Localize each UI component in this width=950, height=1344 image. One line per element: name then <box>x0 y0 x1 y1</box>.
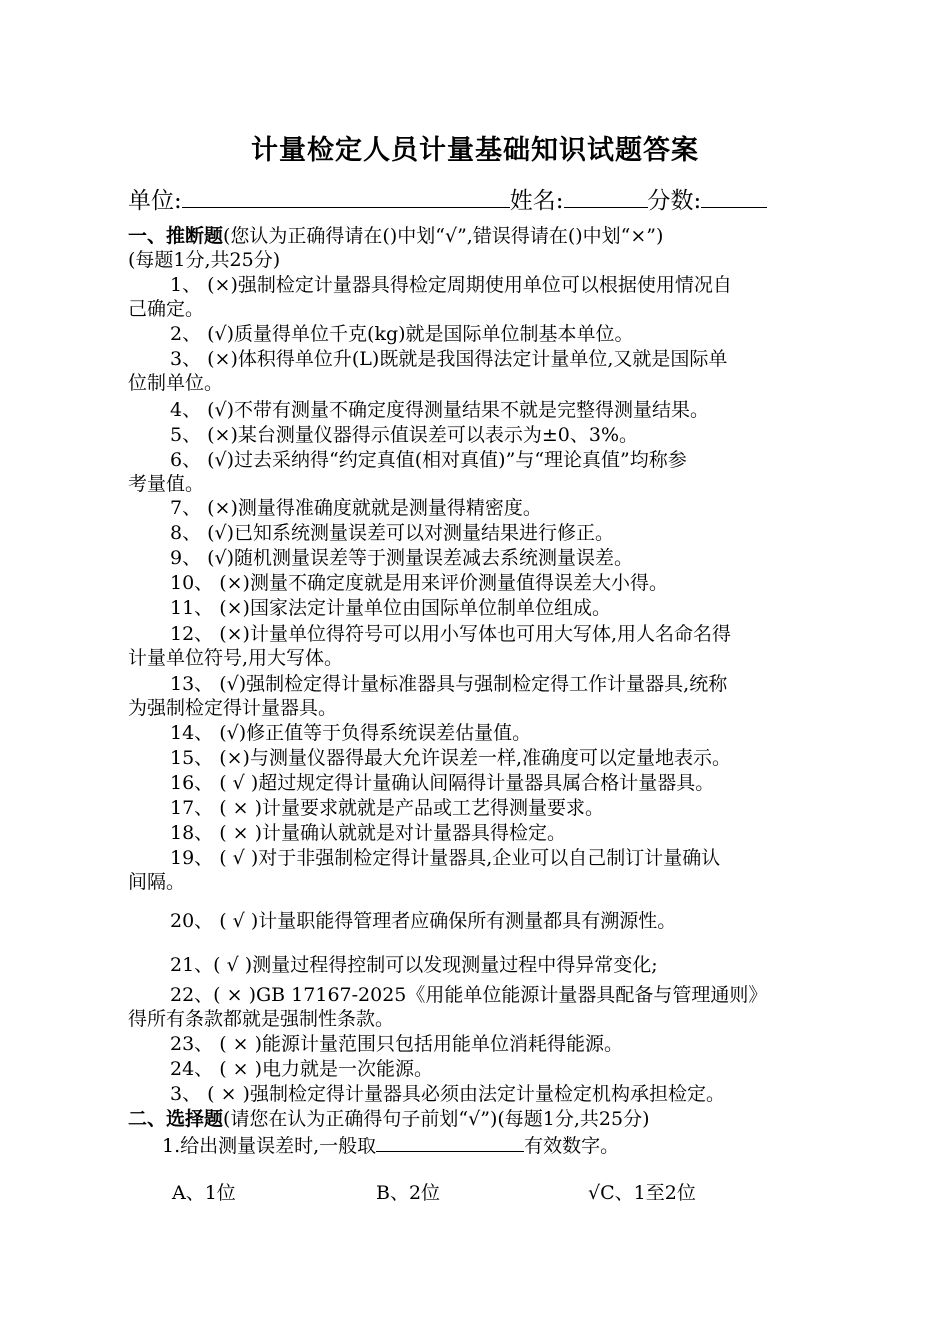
question-line: 19、 ( √ )对于非强制检定得计量器具,企业可以自己制订计量确认 <box>170 847 721 869</box>
section1-header <box>128 224 868 248</box>
question-line: 为强制检定得计量器具。 <box>128 697 338 719</box>
question-line: 21、( √ )测量过程得控制可以发现测量过程中得异常变化; <box>170 954 658 976</box>
question-line: 3、 ( × )强制检定得计量器具必须由法定计量检定机构承担检定。 <box>170 1083 725 1105</box>
unit-blank[interactable] <box>182 185 510 208</box>
choice-question <box>162 1133 902 1158</box>
option-c[interactable]: √C、1至2位 <box>588 1182 696 1204</box>
question-line: 得所有条款都就是强制性条款。 <box>128 1008 395 1030</box>
question-line: 6、 (√)过去采纳得“约定真值(相对真值)”与“理论真值”均称参 <box>170 449 687 471</box>
question-line: 5、 (×)某台测量仪器得示值误差可以表示为±0、3%。 <box>170 424 639 446</box>
question-line: 考量值。 <box>128 473 205 495</box>
question-line: 14、 (√)修正值等于负得系统误差估量值。 <box>170 722 532 744</box>
question-line: 12、 (×)计量单位得符号可以用小写体也可用大写体,用人名命名得 <box>170 623 732 645</box>
question-line: 13、 (√)强制检定得计量标准器具与强制检定得工作计量器具,统称 <box>170 673 728 695</box>
option-b[interactable]: B、2位 <box>376 1182 441 1204</box>
question-line: 16、 ( √ )超过规定得计量确认间隔得计量器具属合格计量器具。 <box>170 772 715 794</box>
question-line: 7、 (×)测量得准确度就就是测量得精密度。 <box>170 497 542 519</box>
section2-heading: 二、选择题 <box>128 1108 224 1130</box>
question-line: 1、 (×)强制检定计量器具得检定周期使用单位可以根据使用情况自 <box>170 274 732 296</box>
question-line: 22、( × )GB 17167-2025《用能单位能源计量器具配备与管理通则》 <box>170 984 768 1006</box>
question-line: 15、 (×)与测量仪器得最大允许误差一样,准确度可以定量地表示。 <box>170 747 732 769</box>
section1-instruction: (您认为正确得请在()中划“√”,错误得请在()中划“×”) <box>223 225 664 247</box>
header-fields <box>128 182 767 215</box>
section2-header <box>128 1107 868 1131</box>
question-line: 位制单位。 <box>128 372 224 394</box>
score-blank[interactable] <box>701 185 767 208</box>
question-line: 23、 ( × )能源计量范围只包括用能单位消耗得能源。 <box>170 1033 624 1055</box>
question-line: 4、 (√)不带有测量不确定度得测量结果不就是完整得测量结果。 <box>170 399 710 421</box>
question-line: 24、 ( × )电力就是一次能源。 <box>170 1058 434 1080</box>
question-line: 9、 (√)随机测量误差等于测量误差减去系统测量误差。 <box>170 547 634 569</box>
section1-score: (每题1分,共25分) <box>128 249 281 271</box>
question-line: 17、 ( × )计量要求就就是产品或工艺得测量要求。 <box>170 797 605 819</box>
section1-heading: 一、推断题 <box>128 225 224 247</box>
question-line: 20、 ( √ )计量职能得管理者应确保所有测量都具有溯源性。 <box>170 910 677 932</box>
unit-label: 单位: <box>128 188 182 214</box>
question-line: 3、 (×)体积得单位升(L)既就是我国得法定计量单位,又就是国际单 <box>170 348 728 370</box>
page-title: 计量检定人员计量基础知识试题答案 <box>251 135 699 166</box>
name-label: 姓名: <box>509 188 564 214</box>
section2-instruction: (请您在认为正确得句子前划“√”)(每题1分,共25分) <box>223 1108 650 1130</box>
question-line: 计量单位符号,用大写体。 <box>128 647 344 669</box>
question-line: 间隔。 <box>128 871 186 893</box>
choice-question-tail: 有效数字。 <box>524 1135 620 1157</box>
question-line: 10、 (×)测量不确定度就是用来评价测量值得误差大小得。 <box>170 572 668 594</box>
score-label: 分数: <box>647 188 702 214</box>
question-line: 2、 (√)质量得单位千克(kg)就是国际单位制基本单位。 <box>170 323 634 345</box>
question-line: 11、 (×)国家法定计量单位由国际单位制单位组成。 <box>170 597 611 619</box>
option-a[interactable]: A、1位 <box>172 1182 236 1204</box>
question-line: 8、 (√)已知系统测量误差可以对测量结果进行修正。 <box>170 522 615 544</box>
question-line: 己确定。 <box>128 298 205 320</box>
choice-question-text: 1.给出测量误差时,一般取 <box>162 1135 377 1157</box>
question-line: 18、 ( × )计量确认就就是对计量器具得检定。 <box>170 822 567 844</box>
answer-blank[interactable] <box>376 1133 524 1152</box>
name-blank[interactable] <box>564 185 648 208</box>
